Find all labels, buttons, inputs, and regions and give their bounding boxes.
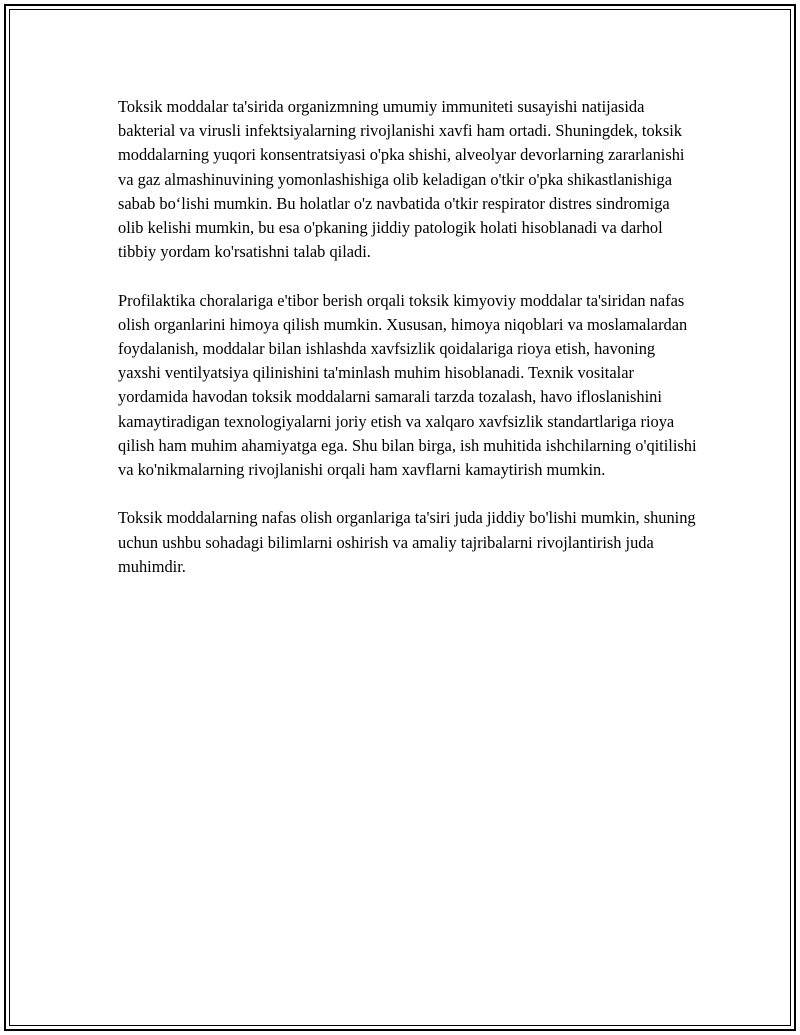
paragraph-prevention: Profilaktika choralariga e'tibor berish orqali toksik kimyoviy moddalar ta'siridan nafas olish organlarini himoya qilish mumkin. Xususan, himoya niqoblari va moslamalardan foydalanish, moddalar bilan ishlashda xavfsizlik qoidalariga rioya etish, havoning yaxshi ventilyatsiya qilinishini ta'minlash muhim hisoblanadi. Texnik vositalar yordamida havodan toksik moddalarni samarali tarzda tozalash, havo ifloslanishini kamaytiradigan texnologiyalarni joriy etish va xalqaro xavfsizlik standartlariga rioya qilish ham muhim ahamiyatga ega. Shu bilan birga, ish muhitida ishchilarning o'qitilishi va ko'nikmalarning rivojlanishi orqali ham xavflarni kamaytirish mumkin. — [118, 290, 697, 480]
paragraph-immunity: Toksik moddalar ta'sirida organizmning umumiy immuniteti susayishi natijasida bakterial va virusli infektsiyalarning rivojlanishi xavfi ham ortadi. Shuningdek, toksik moddalarning yuqori konsentratsiyasi o'pka shishi, alveolyar devorlarning zararlanishi va gaz almashinuvining yomonlashishiga olib keladigan o'tkir o'pka shikastlanishiga sabab bo‘lishi mumkin. Bu holatlar o'z navbatida o'tkir respirator distres sindromiga olib kelishi mumkin, bu esa o'pkaning jiddiy patologik holati hisoblanadi va darhol tibbiy yordam ko'rsatishni talab qiladi. — [118, 97, 685, 262]
document-body — [118, 95, 698, 603]
paragraph-conclusion: Toksik moddalarning nafas olish organlariga ta'siri juda jiddiy bo'lishi mumkin, shuning uchun ushbu sohadagi bilimlarni oshirish va amaliy tajribalarni rivojlantirish juda muhimdir. — [118, 508, 696, 576]
